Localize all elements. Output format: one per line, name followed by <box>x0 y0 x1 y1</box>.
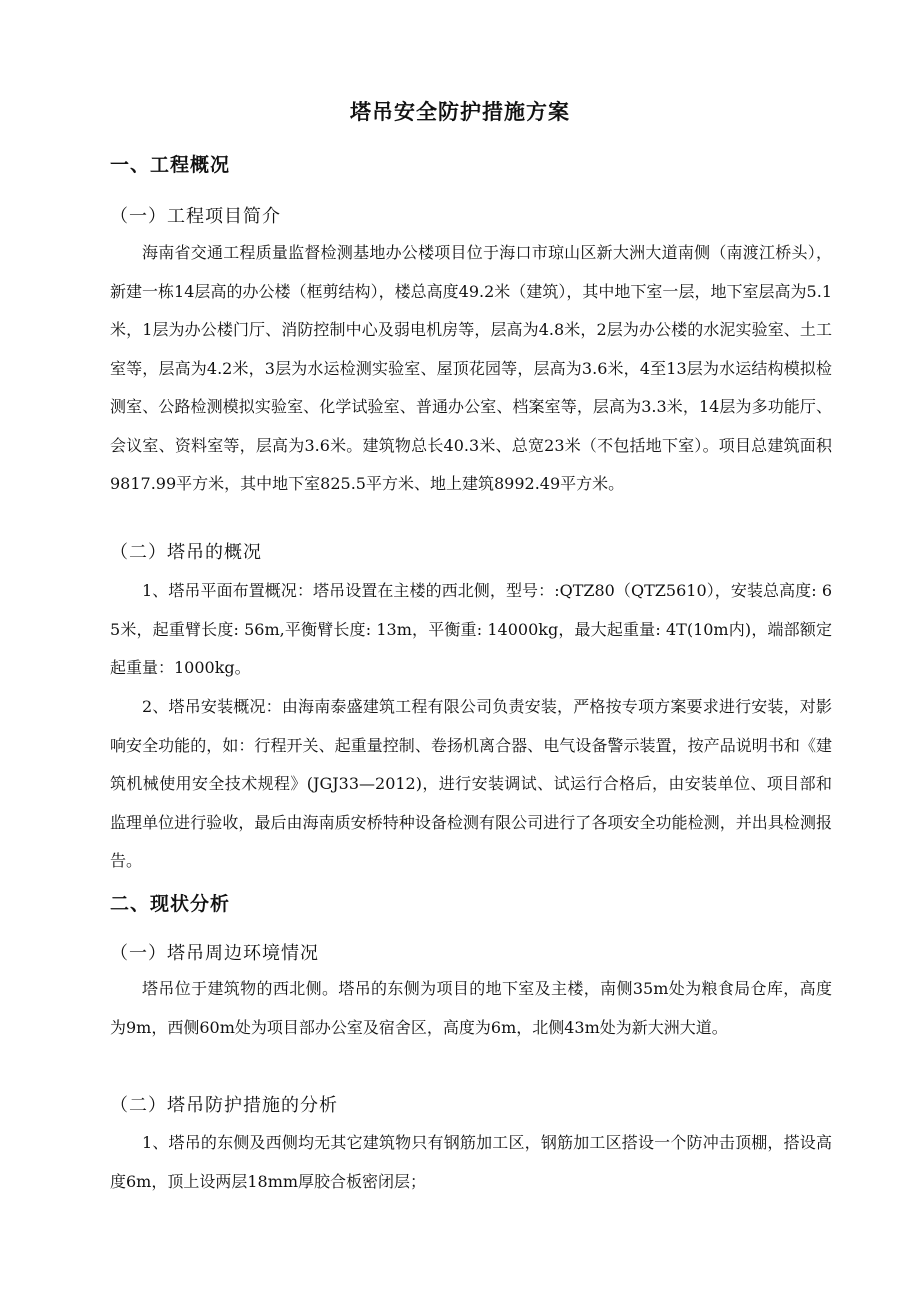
paragraph-protection-item1: 1、塔吊的东侧及西侧均无其它建筑物只有钢筋加工区，钢筋加工区搭设一个防冲击顶棚，搭设高度6m，顶上设两层18mm厚胶合板密闭层； <box>110 1133 832 1191</box>
document-title: 塔吊安全防护措施方案 <box>350 99 570 124</box>
paragraph-crane-layout: 1、塔吊平面布置概况：塔吊设置在主楼的西北侧，型号：:QTZ80（QTZ5610），安装总高度: 65米，起重臂长度: 56m,平衡臂长度: 13m，平衡重: 14000kg，最大起重量: 4T(10m内)，端部额定起重量：1000kg。 <box>110 581 832 677</box>
section-heading-status-analysis: 二、现状分析 <box>110 893 231 915</box>
subsection-heading-crane-overview: （二）塔吊的概况 <box>110 542 262 563</box>
paragraph-surroundings: 塔吊位于建筑物的西北侧。塔吊的东侧为项目的地下室及主楼，南侧35m处为粮食局仓库，高度为9m，西侧60m处为项目部办公室及宿舍区，高度为6m，北侧43m处为新大洲大道。 <box>110 979 832 1037</box>
paragraph-project-intro: 海南省交通工程质量监督检测基地办公楼项目位于海口市琼山区新大洲大道南侧（南渡江桥头），新建一栋14层高的办公楼（框剪结构），楼总高度49.2米（建筑），其中地下室一层，地下室层高为5.1米，1层为办公楼门厅、消防控制中心及弱电机房等，层高为4.8米，2层为办公楼的水泥实验室、土工室等，层高为4.2米，3层为水运检测实验室、屋顶花园等，层高为3.6米，4至13层为水运结构模拟检测室、公路检测模拟实验室、化学试验室、普通办公室、档案室等，层高为3.3米，14层为多功能厅、会议室、资料室等，层高为3.6米。建筑物总长40.3米、总宽23米（不包括地下室）。项目总建筑面积9817.99平方米，其中地下室825.5平方米、地上建筑8992.49平方米。 <box>110 243 832 493</box>
subsection-heading-protection-analysis: （二）塔吊防护措施的分析 <box>110 1095 338 1116</box>
paragraph-crane-installation: 2、塔吊安装概况：由海南泰盛建筑工程有限公司负责安装，严格按专项方案要求进行安装，对影响安全功能的，如：行程开关、起重量控制、卷扬机离合器、电气设备警示装置，按产品说明书和《建筑机械使用安全技术规程》(JGJ33—2012)，进行安装调试、试运行合格后，由安装单位、项目部和监理单位进行验收，最后由海南质安桥特种设备检测有限公司进行了各项安全功能检测，并出具检测报告。 <box>110 697 832 870</box>
section-heading-overview: 一、工程概况 <box>110 154 231 176</box>
subsection-heading-project-intro: （一）工程项目简介 <box>110 206 281 227</box>
subsection-heading-surroundings: （一）塔吊周边环境情况 <box>110 943 319 964</box>
